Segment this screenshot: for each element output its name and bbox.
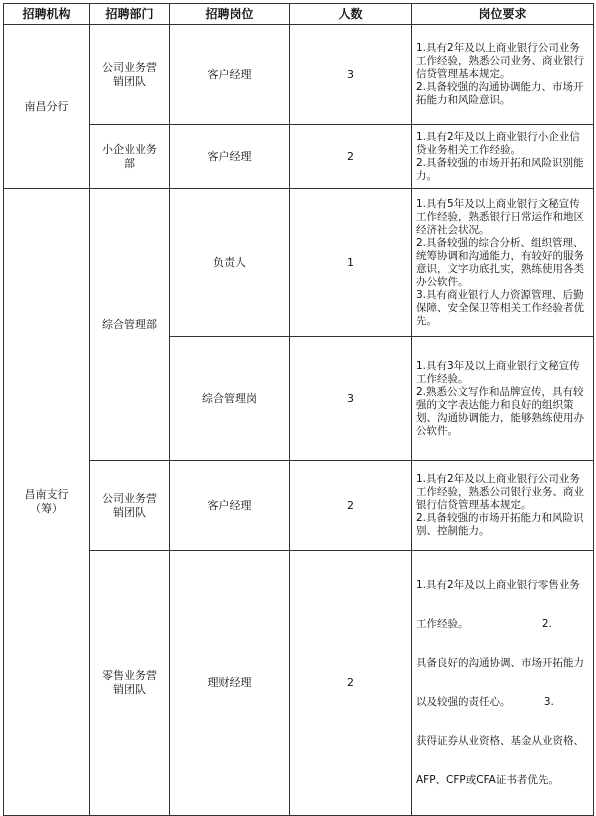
table-row	[4, 189, 594, 337]
table-row	[4, 125, 594, 189]
post-cell: 客户经理	[170, 25, 290, 125]
table-row	[4, 25, 594, 125]
count-cell: 3	[290, 25, 412, 125]
org-name: 南昌分行	[24, 99, 69, 113]
header-requirements: 岗位要求	[412, 4, 594, 25]
count-cell: 2	[290, 125, 412, 189]
dept-cell: 公司业务营 销团队	[90, 25, 170, 125]
table-row	[4, 551, 594, 816]
post-cell: 客户经理	[170, 125, 290, 189]
dept-cell: 小企业业务 部	[90, 125, 170, 189]
requirements-cell: 1.具有5年及以上商业银行文秘宣传 工作经验，熟悉银行日常运作和地区 经济社会状况。 2.具备较强的综合分析、组织管理、 统筹协调和沟通能力，有较好的服务 意识，文字功底扎实，熟练使用各类 办公软件。 3.具有商业银行人力资源管理、后勤 保障、安全保卫等相关工作经验者优 先。	[412, 189, 594, 337]
post-cell: 负责人	[170, 189, 290, 337]
header-org: 招聘机构	[4, 4, 90, 25]
dept-cell: 综合管理部	[90, 189, 170, 461]
requirements-cell: 1.具有2年及以上商业银行小企业信 贷业务相关工作经验。 2.具备较强的市场开拓和风险识别能 力。	[412, 125, 594, 189]
post-cell: 理财经理	[170, 551, 290, 816]
requirements-cell: 1.具有2年及以上商业银行公司业务 工作经验，熟悉公司银行业务、商业 银行信贷管理基本规定。 2.具备较强的市场开拓能力和风险识 别、控制能力。	[412, 461, 594, 551]
dept-cell: 公司业务营 销团队	[90, 461, 170, 551]
org-cell	[4, 25, 90, 189]
count-cell: 3	[290, 337, 412, 461]
header-dept: 招聘部门	[90, 4, 170, 25]
header-post: 招聘岗位	[170, 4, 290, 25]
count-cell: 2	[290, 551, 412, 816]
recruitment-table	[3, 3, 594, 816]
post-cell: 综合管理岗	[170, 337, 290, 461]
count-cell: 1	[290, 189, 412, 337]
post-cell: 客户经理	[170, 461, 290, 551]
count-cell: 2	[290, 461, 412, 551]
table-row	[4, 461, 594, 551]
requirements-cell: 1.具有2年及以上商业银行零售业务 工作经验。 2. 具备良好的沟通协调、市场开拓能力 以及较强的责任心。 3. 获得证券从业资格、基金从业资格、 AFP、CFP或CFA证书者优先。	[412, 551, 594, 816]
requirements-cell: 1.具有2年及以上商业银行公司业务 工作经验，熟悉公司业务、商业银行 信贷管理基本规定。 2.具备较强的沟通协调能力、市场开 拓能力和风险意识。	[412, 25, 594, 125]
org-cell: 昌南支行 （筹）	[4, 189, 90, 816]
header-count: 人数	[290, 4, 412, 25]
header-row	[4, 4, 594, 25]
requirements-cell: 1.具有3年及以上商业银行文秘宣传 工作经验。 2.熟悉公文写作和品牌宣传，具有较 强的文字表达能力和良好的组织策 划、沟通协调能力，能够熟练使用办 公软件。	[412, 337, 594, 461]
dept-cell: 零售业务营 销团队	[90, 551, 170, 816]
org-name: 昌南支行	[24, 488, 69, 501]
